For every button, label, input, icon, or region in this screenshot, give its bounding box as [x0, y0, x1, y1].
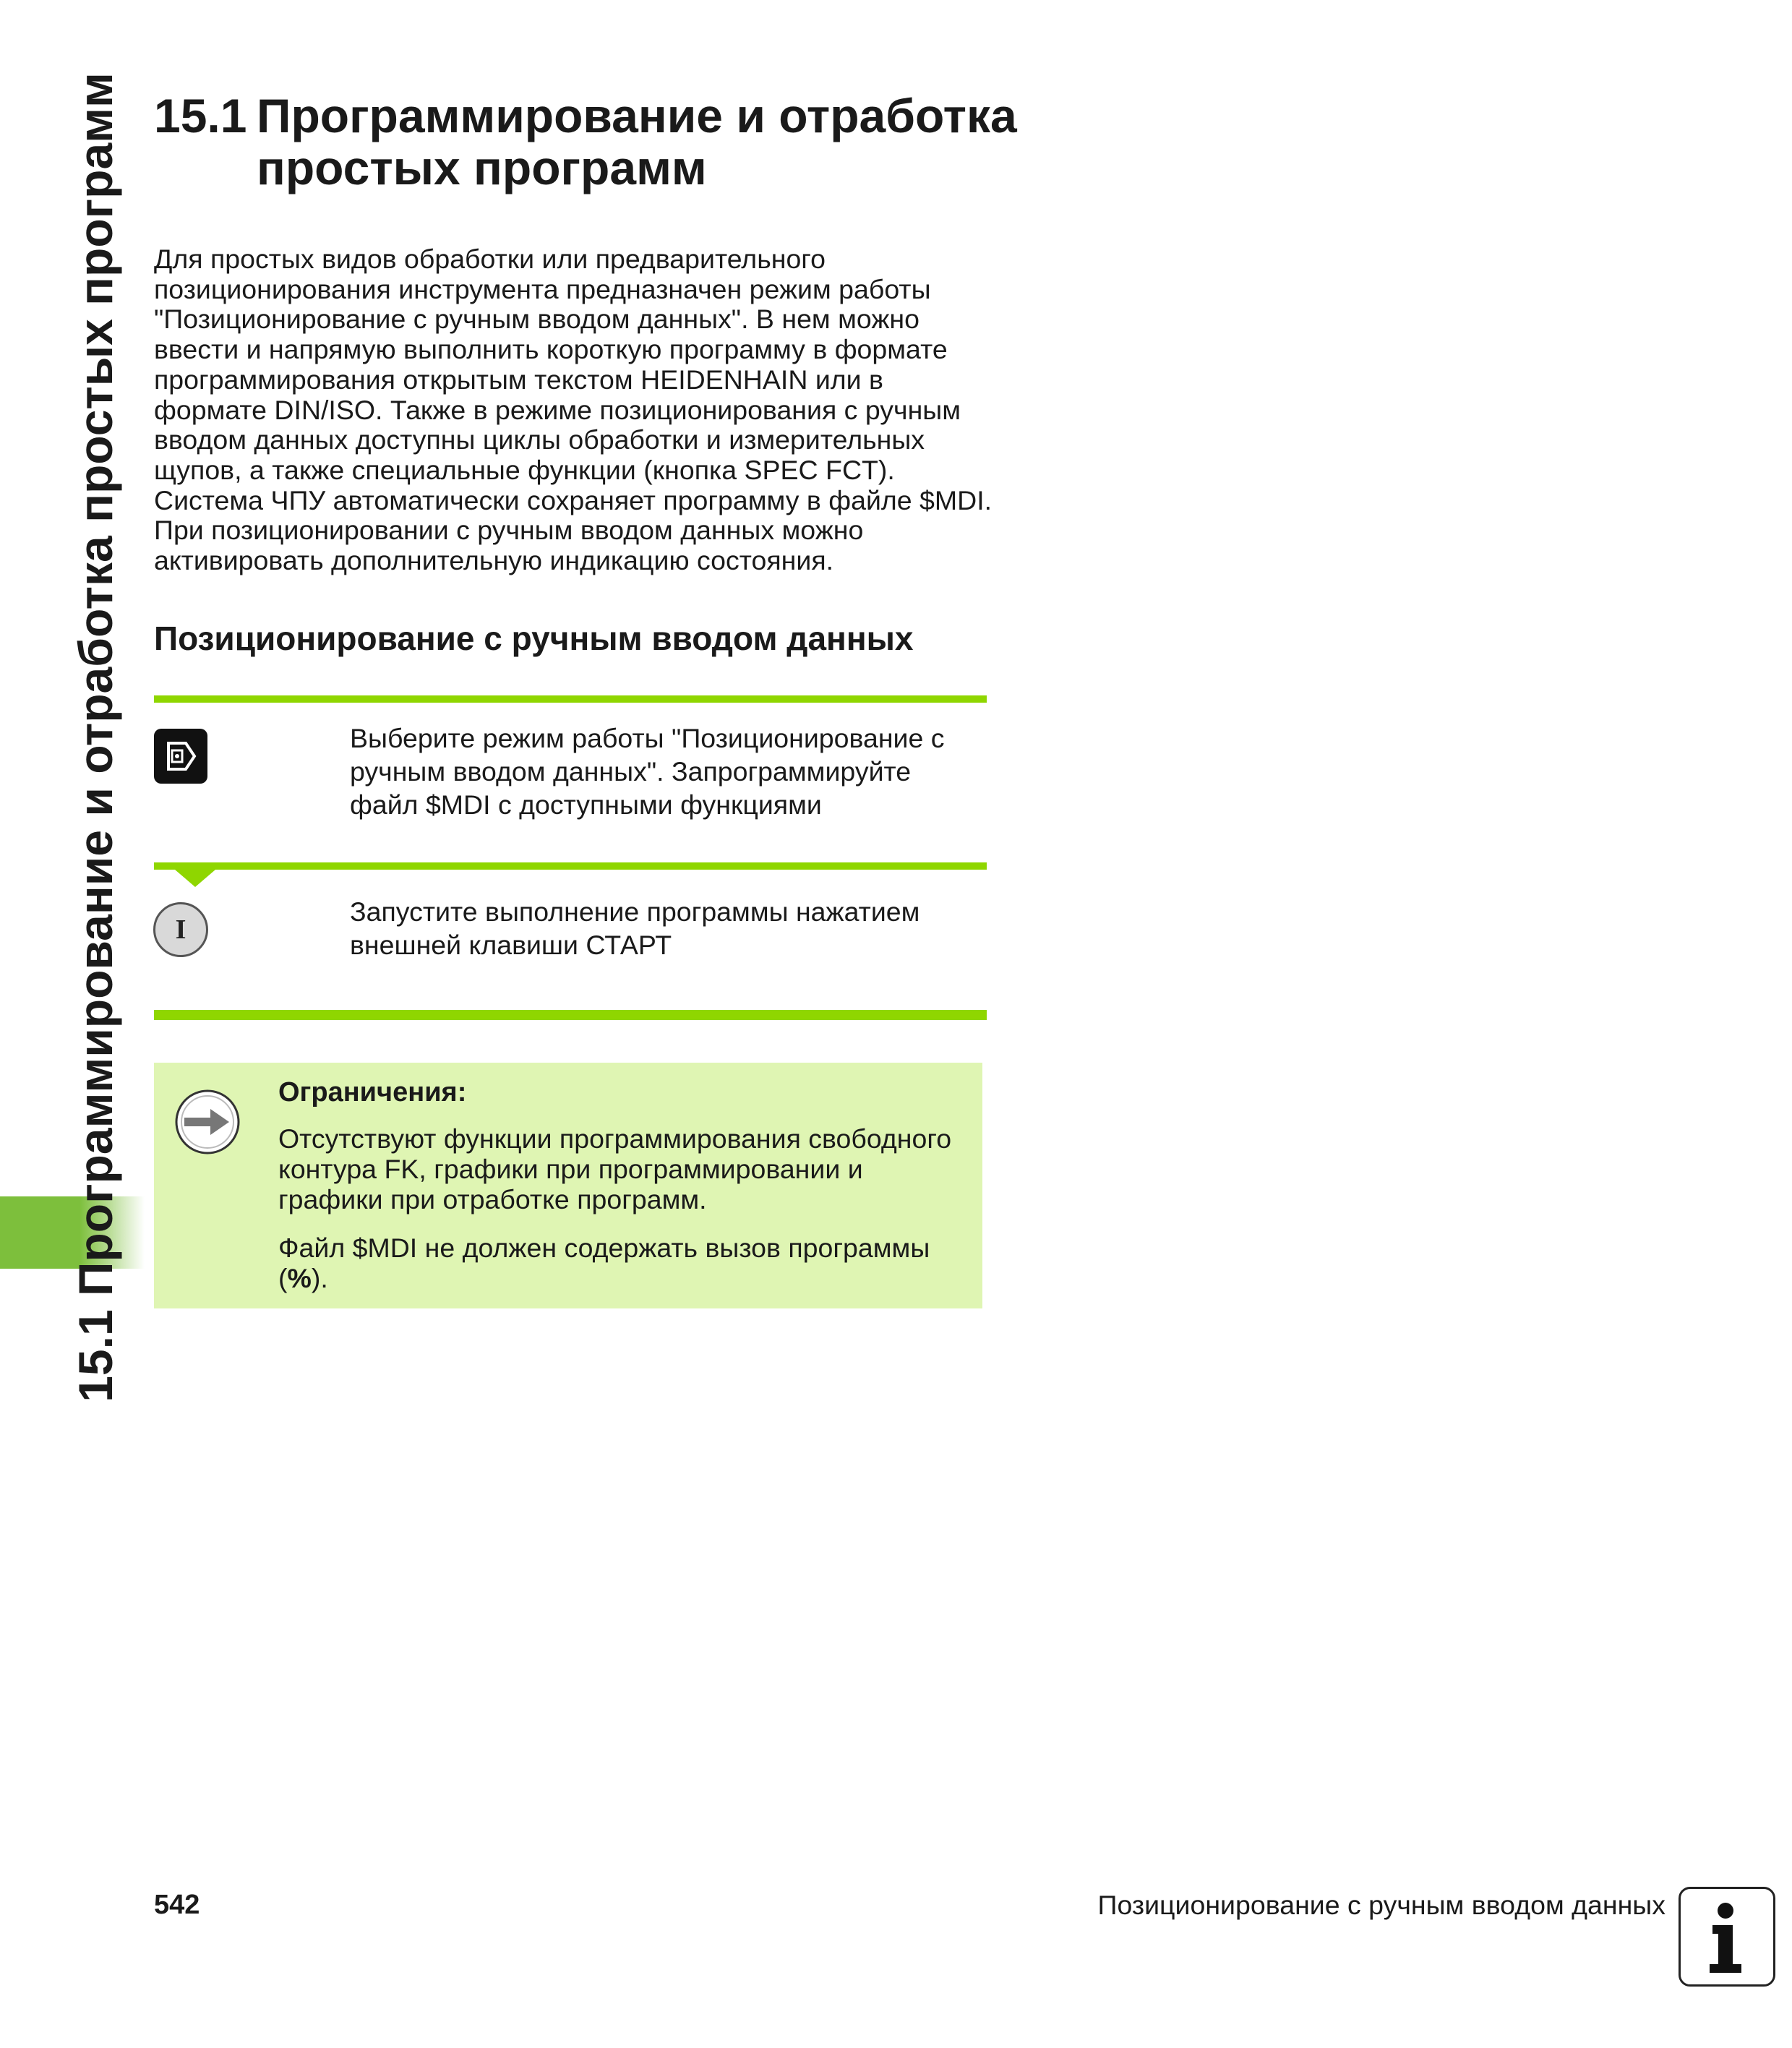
mdi-mode-key-icon: [154, 729, 207, 784]
note-paragraph-2-after: ).: [311, 1263, 328, 1293]
divider-middle: [154, 862, 987, 870]
note-paragraph-1: Отсутствуют функции программирования свободного контура FK, графики при программировании и графики при отработке программ.: [278, 1123, 952, 1214]
page-number: 542: [154, 1890, 200, 1920]
note-title: Ограничения:: [278, 1077, 467, 1107]
note-paragraph-2: [278, 1233, 972, 1293]
info-icon: [1679, 1887, 1775, 1987]
step-start-program: Запустите выполнение программы нажатием внешней клавиши СТАРТ: [350, 896, 920, 960]
intro-paragraph: Для простых видов обработки или предварительного позиционирования инструмента предназначен режим работы "Позиционирование с ручным вводом данных". В нем можно ввести и напрямую выполнить короткую программу в формате программирования открытым текстом HEIDENHAIN или в формате DIN/ISO. Также в режиме позиционирования с ручным вводом данных доступны циклы обработки и измерительных щупов, а также специальные функции (кнопка SPEC FCT). Система ЧПУ автоматически сохраняет программу в файле $MDI. При позиционировании с ручным вводом данных можно активировать дополнительную индикацию состояния.: [154, 244, 993, 576]
note-paragraph-2-before: Файл $MDI не должен содержать вызов программы (: [278, 1233, 930, 1293]
divider-bottom: [154, 1010, 987, 1020]
chapter-number: 15.1: [154, 89, 247, 142]
step-arrow-marker: [175, 870, 215, 887]
start-key-icon: I: [153, 902, 208, 957]
step-select-mode: Выберите режим работы "Позиционирование с ручным вводом данных". Запрограммируйте файл $MDI с доступными функциями: [350, 723, 945, 820]
footer-title: Позиционирование с ручным вводом данных: [1097, 1890, 1665, 1920]
chapter-title: Программирование и отработка простых программ: [257, 89, 1017, 194]
percent-symbol: %: [287, 1263, 312, 1293]
section-heading: Позиционирование с ручным вводом данных: [154, 620, 914, 657]
divider-top: [154, 695, 987, 703]
arrow-right-icon: [174, 1089, 241, 1155]
running-title: 15.1 Программирование и отработка простых программ: [69, 72, 122, 1402]
